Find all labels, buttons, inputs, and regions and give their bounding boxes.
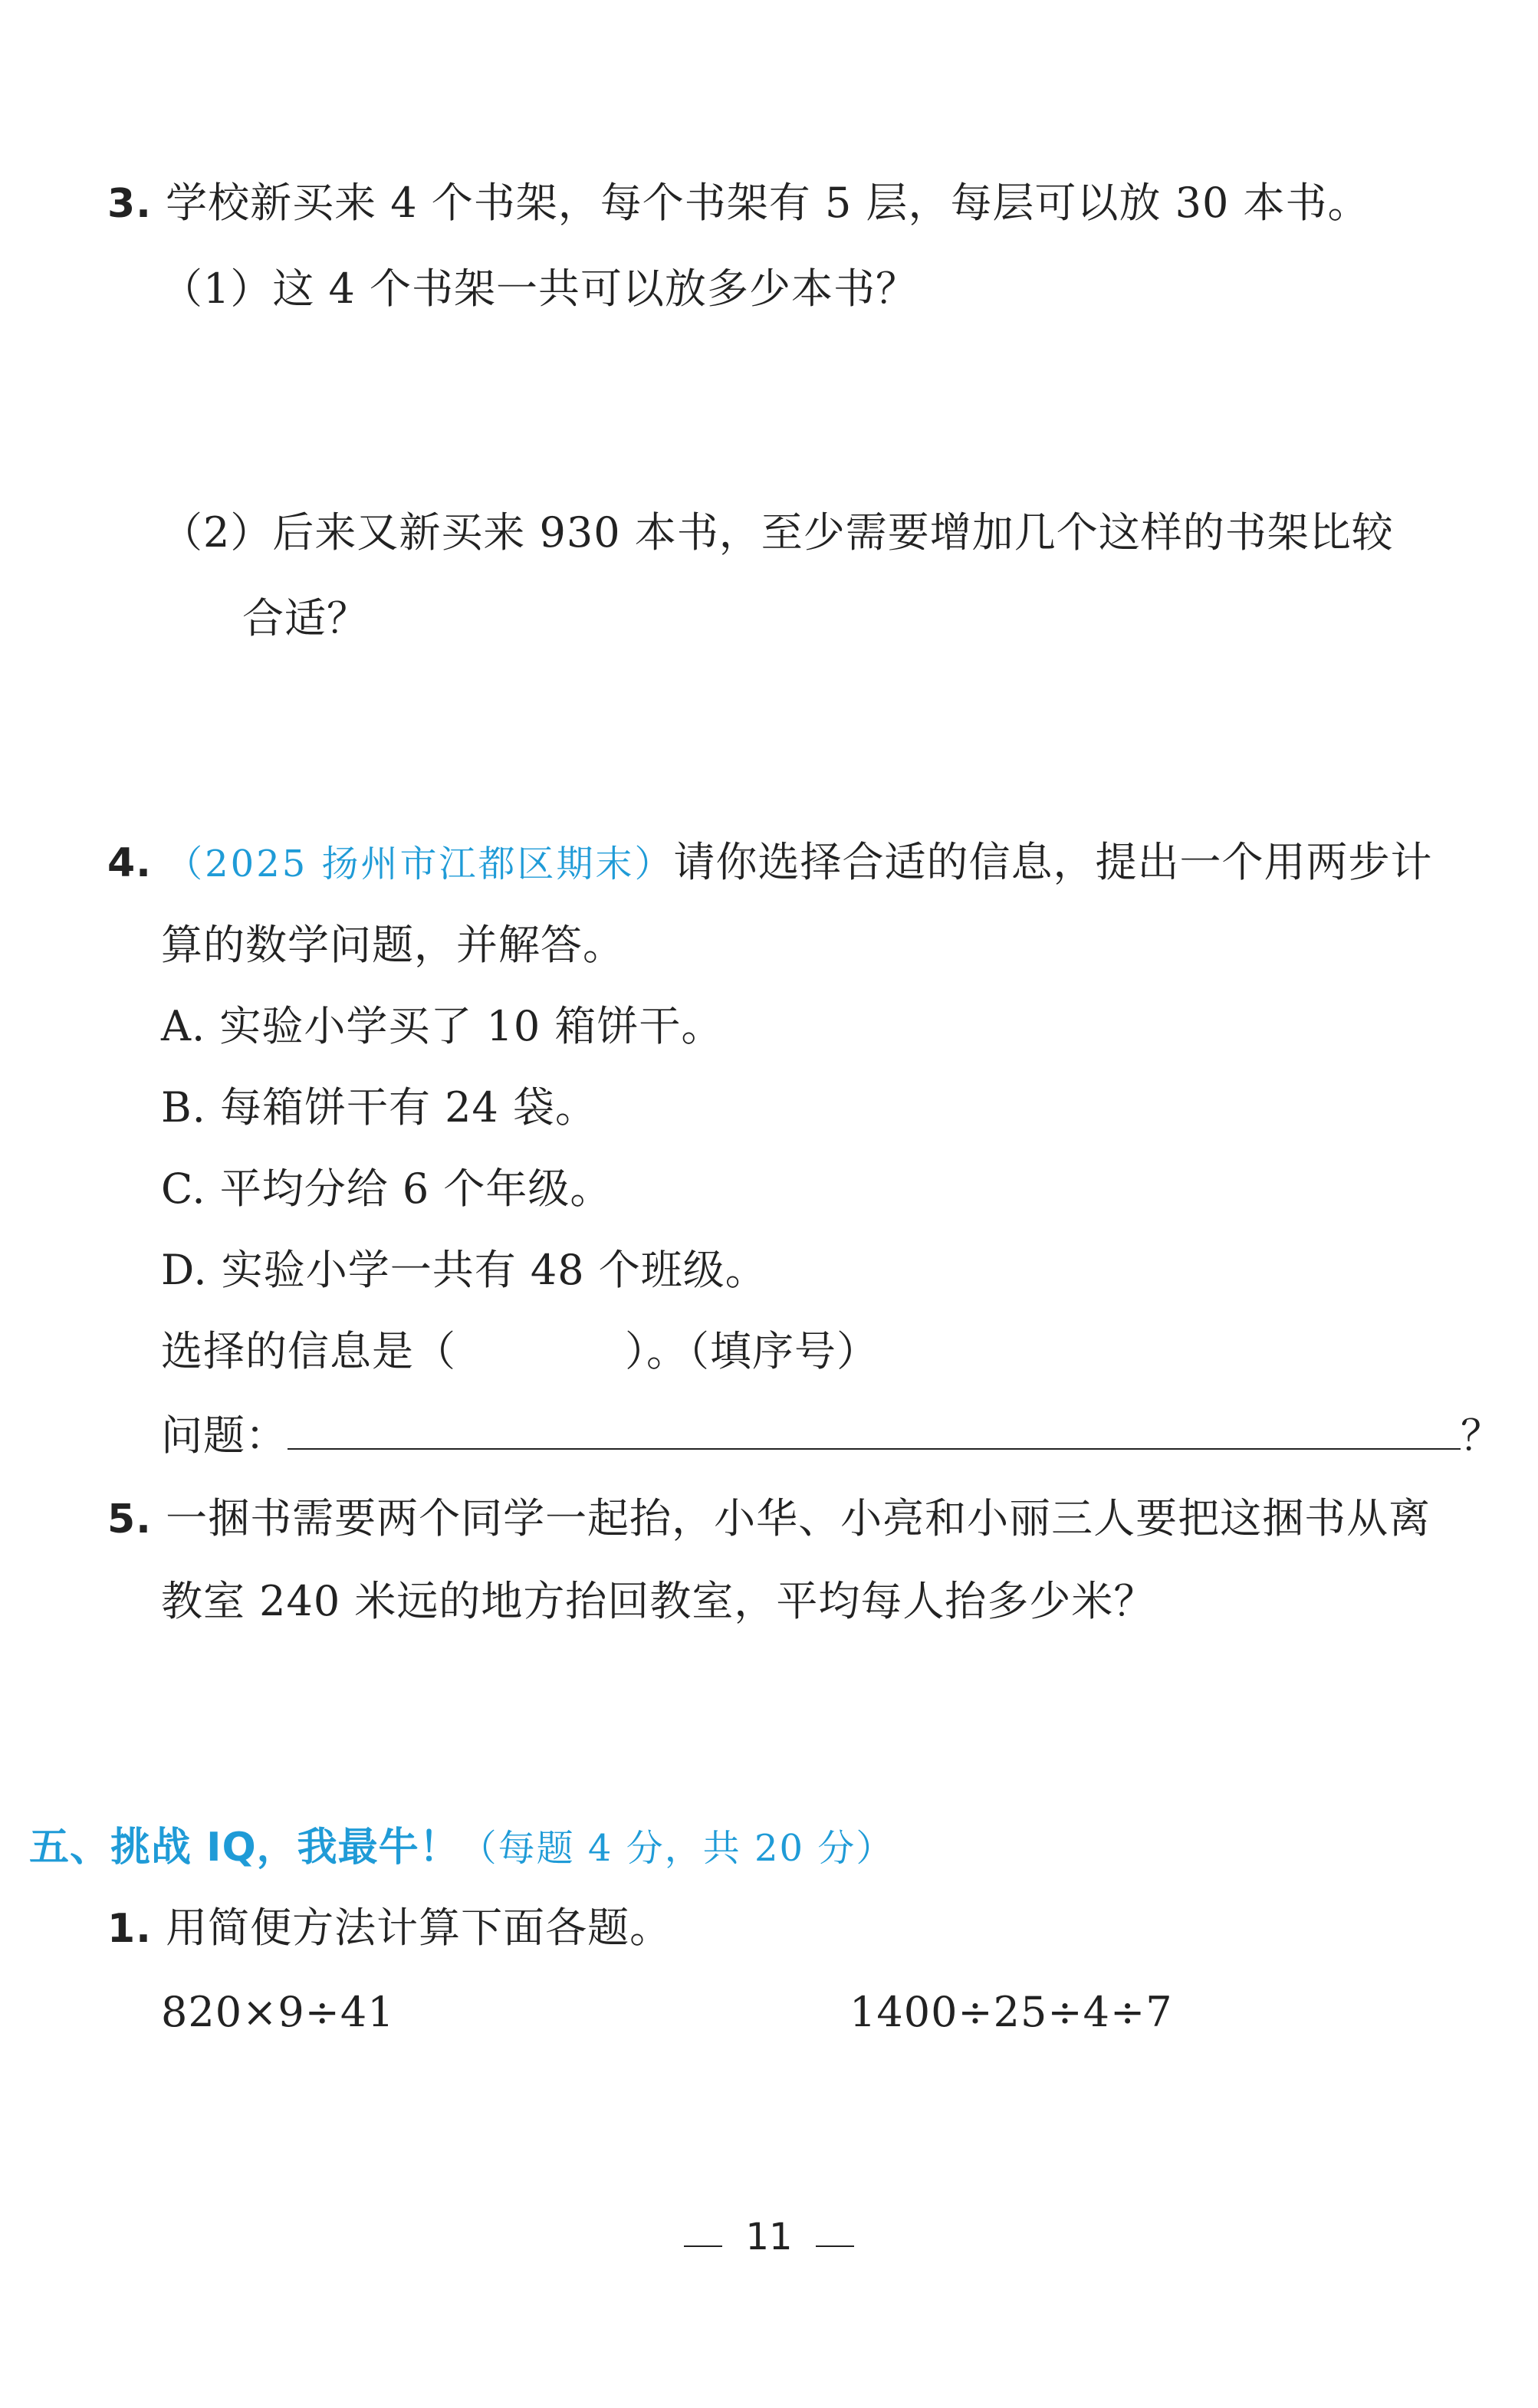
option-text: C. 平均分给 6 个年级。 xyxy=(161,1165,613,1213)
question-line xyxy=(161,1409,1503,1463)
question-blank-line[interactable] xyxy=(288,1410,1461,1450)
page-number: 11 xyxy=(745,2216,793,2259)
footer-dash-right xyxy=(816,2245,854,2247)
question-3-part-2-cont xyxy=(242,592,369,646)
question-5 xyxy=(107,1492,1431,1546)
question-text: 一捆书需要两个同学一起抬，小华、小亮和小丽三人要把这捆书从离 xyxy=(166,1494,1431,1542)
select-prefix: 选择的信息是（ xyxy=(161,1327,456,1375)
section-heading xyxy=(29,1820,894,1875)
question-4 xyxy=(107,836,1433,891)
sub-question-text: 合适？ xyxy=(242,594,369,642)
option-a xyxy=(161,1000,723,1053)
option-d xyxy=(161,1243,767,1297)
question-text: 算的数学问题，并解答。 xyxy=(161,921,625,969)
question-label: 问题： xyxy=(161,1411,288,1460)
question-3 xyxy=(107,176,1370,231)
question-number: 5. xyxy=(107,1496,152,1542)
section-title: 五、挑战 IQ，我最牛！ xyxy=(29,1825,460,1871)
question-number: 3. xyxy=(107,181,152,227)
question-3-part-2 xyxy=(161,506,1394,560)
question-5-cont xyxy=(161,1575,1155,1628)
section-note: （每题 4 分，共 20 分） xyxy=(459,1827,895,1870)
option-b xyxy=(161,1081,597,1135)
question-number: 1. xyxy=(107,1906,152,1952)
question-text: 用简便方法计算下面各题。 xyxy=(166,1904,672,1952)
expression-2 xyxy=(850,1986,1173,2039)
expression-text: 1400÷25÷4÷7 xyxy=(850,1988,1173,2036)
question-3-part-1 xyxy=(161,262,918,316)
select-info-line xyxy=(161,1325,879,1378)
option-text: B. 每箱饼干有 24 袋。 xyxy=(161,1083,598,1132)
footer-dash-left xyxy=(684,2245,722,2247)
expression-text: 820×9÷41 xyxy=(161,1988,395,2036)
section5-question-1 xyxy=(107,1901,672,1956)
question-number: 4. xyxy=(107,840,152,886)
question-text: 教室 240 米远的地方抬回教室，平均每人抬多少米？ xyxy=(161,1577,1156,1625)
page-footer xyxy=(0,2216,1538,2259)
option-text: D. 实验小学一共有 48 个班级。 xyxy=(161,1246,767,1294)
option-text: A. 实验小学买了 10 箱饼干。 xyxy=(161,1002,724,1050)
question-4-cont xyxy=(161,918,625,972)
option-c xyxy=(161,1162,612,1216)
question-mark: ？ xyxy=(1461,1411,1503,1460)
source-tag: （2025 扬州市江都区期末） xyxy=(166,843,674,885)
question-text: 请你选择合适的信息，提出一个用两步计 xyxy=(673,838,1433,886)
question-text: 学校新买来 4 个书架，每个书架有 5 层，每层可以放 30 本书。 xyxy=(166,179,1370,227)
sub-question-text: （2）后来又新买来 930 本书，至少需要增加几个这样的书架比较 xyxy=(161,508,1394,557)
expression-1 xyxy=(161,1986,395,2039)
select-suffix: ）。（填序号） xyxy=(625,1327,879,1375)
sub-question-text: （1）这 4 个书架一共可以放多少本书？ xyxy=(161,264,919,313)
